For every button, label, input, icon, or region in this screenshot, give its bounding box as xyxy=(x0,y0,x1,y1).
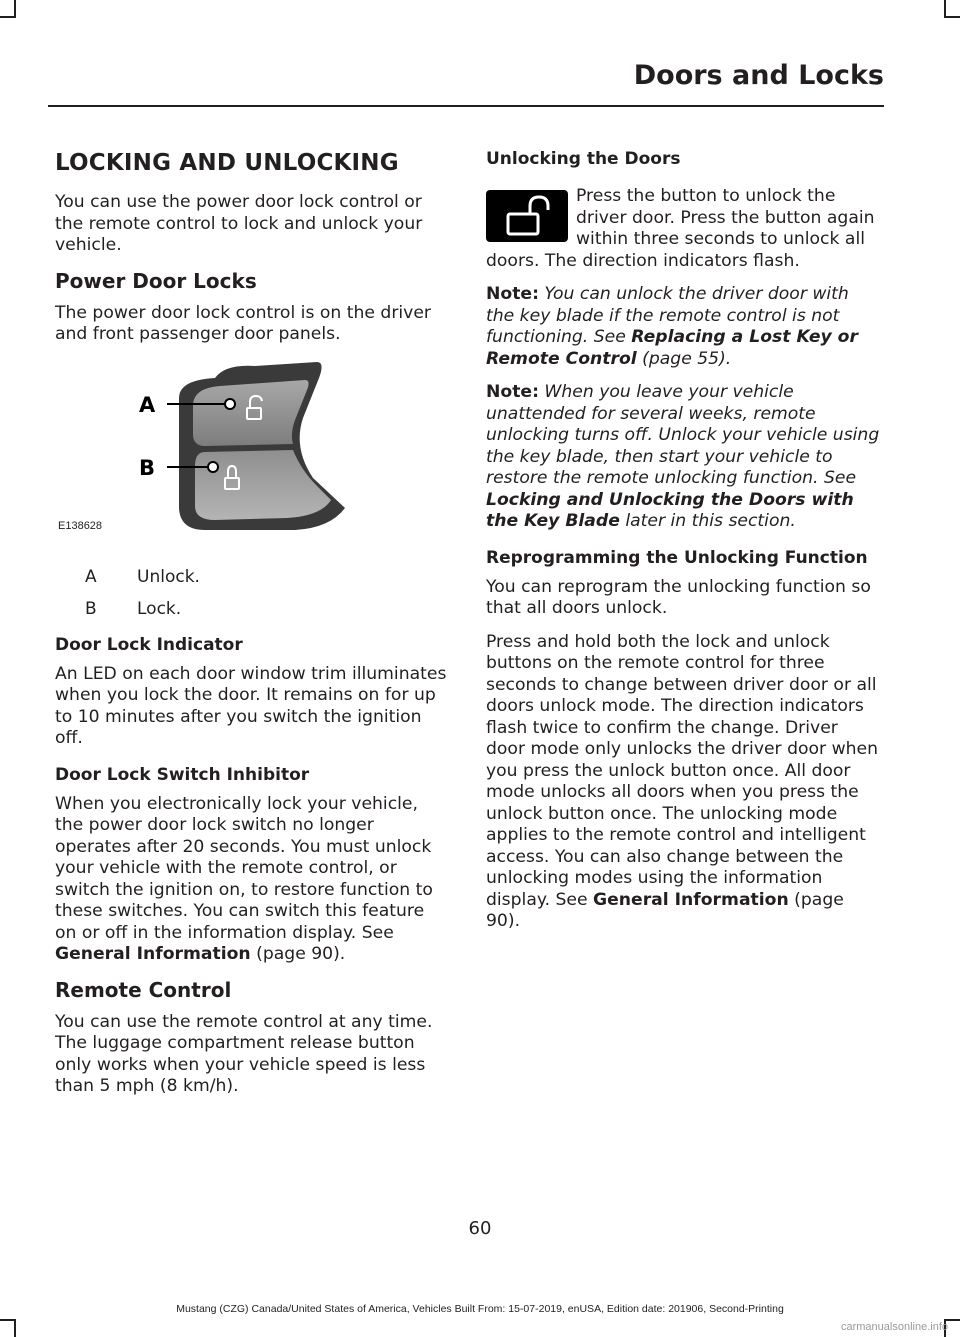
reprogramming-heading: Reprogramming the Unlocking Function xyxy=(486,547,868,568)
note-remote-unlocking xyxy=(486,382,881,533)
page-number: 60 xyxy=(468,1218,492,1239)
key-blade-section-link[interactable]: Locking and Unlocking the Doors with the Key Blade xyxy=(486,489,854,531)
callout-text: Lock. xyxy=(137,598,182,619)
page-ref: (page 55). xyxy=(642,348,732,369)
callout-a xyxy=(85,566,450,588)
unlocking-doors-text: Press the button to unlock the driver door. Press the button again within three seconds to unlock all doors. The direction indicators flash. xyxy=(486,186,875,271)
door-lock-indicator-text: An LED on each door window trim illuminates when you lock the door. It remains on for up to 10 minutes after you switch the ignition off. xyxy=(55,663,447,748)
reprogramming-intro: You can reprogram the unlocking function so that all doors unlock. xyxy=(486,576,871,618)
unlocking-doors-block xyxy=(486,186,881,272)
lock-switch xyxy=(195,450,331,520)
general-information-link[interactable]: General Information xyxy=(55,944,251,964)
crop-mark xyxy=(0,1319,16,1321)
crop-mark xyxy=(944,16,960,18)
figure-code: E138628 xyxy=(58,519,103,532)
replacing-lost-key-link[interactable]: Replacing a Lost Key or Remote Control xyxy=(486,327,858,369)
unlock-switch xyxy=(193,380,309,446)
power-door-locks-heading: Power Door Locks xyxy=(55,268,257,293)
unlocking-doors-heading: Unlocking the Doors xyxy=(486,149,681,169)
note-label: Note: xyxy=(486,284,539,304)
watermark: carmanualsonline.info xyxy=(840,1321,948,1333)
page-ref: (page 90). xyxy=(486,889,844,931)
note-body: When you leave your vehicle unattended for several weeks, remote unlocking turns off. Unlock your vehicle using the key blade, then start your vehicle to restore the remote unlocking function. See xyxy=(486,382,880,488)
crop-mark xyxy=(0,16,16,18)
section-title: LOCKING AND UNLOCKING xyxy=(55,150,399,176)
reprogramming-body: Press and hold both the lock and unlock buttons on the remote control for three seconds to change between driver door or all doors unlock mode. The direction indicators flash twice to confirm the change. Driver door mode only unlocks the driver door when you press the unlock button once. All door mode unlocks all doors when you press the unlock button once. The unlocking mode applies to the remote control and intelligent access. You can also change between the unlocking modes using the information display. See xyxy=(486,631,878,910)
door-lock-switch-figure xyxy=(55,358,450,558)
left-column xyxy=(55,140,450,1110)
right-column xyxy=(486,140,881,945)
page-ref: (page 90). xyxy=(256,944,346,964)
door-lock-switch-illustration xyxy=(55,358,450,558)
reprogramming-text xyxy=(486,632,881,933)
page-footer: Mustang (CZG) Canada/United States of America, Vehicles Built From: 15-07-2019, enUSA, Edition date: 201906, Second-Printing xyxy=(176,1303,784,1315)
callout-b xyxy=(85,598,450,620)
general-information-link[interactable]: General Information xyxy=(593,889,789,910)
unlock-padlock-icon xyxy=(486,190,568,242)
power-door-locks-text: The power door lock control is on the driver and front passenger door panels. xyxy=(55,302,431,344)
intro-paragraph: You can use the power door lock control or the remote control to lock and unlock your vehicle. xyxy=(55,192,423,255)
remote-control-heading: Remote Control xyxy=(55,977,232,1002)
switch-inhibitor-body: When you electronically lock your vehicle, the power door lock switch no longer operates after 20 seconds. You must unlock your vehicle with the remote control, or switch the ignition on, to restore function to these switches. You can switch this feature on or off in the information display. See xyxy=(55,793,433,943)
callout-key: A xyxy=(85,566,97,587)
note-key-blade xyxy=(486,284,881,370)
note-body: You can unlock the driver door with the key blade if the remote control is not functioning. See xyxy=(486,284,849,347)
leader-dot-b xyxy=(208,462,218,472)
page-header-title: Doors and Locks xyxy=(633,60,884,91)
figure-label-a: A xyxy=(139,392,156,417)
header-rule xyxy=(48,105,884,107)
door-lock-indicator-heading: Door Lock Indicator xyxy=(55,634,243,655)
crop-mark xyxy=(14,1319,16,1337)
note-label: Note: xyxy=(486,382,539,402)
leader-dot-a xyxy=(225,399,235,409)
switch-inhibitor-text xyxy=(55,794,450,966)
callout-key: B xyxy=(85,598,97,619)
section-ref: later in this section. xyxy=(625,511,796,531)
switch-inhibitor-heading: Door Lock Switch Inhibitor xyxy=(55,764,310,785)
remote-control-text: You can use the remote control at any time. The luggage compartment release button only works when your vehicle speed is less than 5 mph (8 km/h). xyxy=(55,1011,433,1096)
figure-label-b: B xyxy=(139,455,156,480)
callout-text: Unlock. xyxy=(137,566,200,587)
